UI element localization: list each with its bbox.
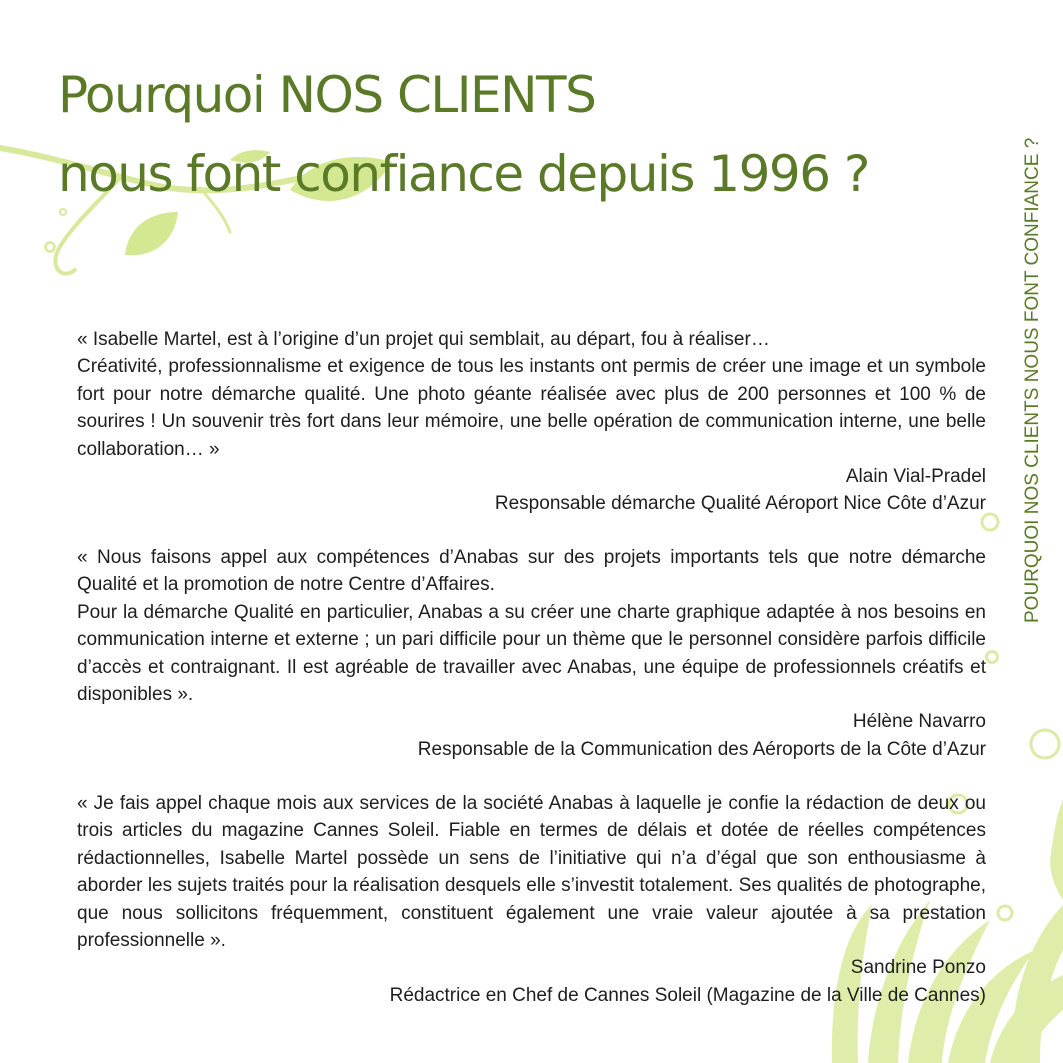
- author-role: Responsable démarche Qualité Aéroport Nice Côte d’Azur: [494, 493, 986, 515]
- quote-paragraph: « Nous faisons appel aux compétences d’Anabas sur des projets importants tels que notre démarche Qualité et la promotion de notre Centre d’Affaires.: [77, 547, 986, 596]
- author-role: Responsable de la Communication des Aéroports de la Côte d’Azur: [417, 738, 986, 760]
- title-line-1: Pourquoi NOS CLIENTS: [58, 66, 596, 124]
- quote-paragraph: « Isabelle Martel, est à l’origine d’un projet qui semblait, au départ, fou à réaliser…: [77, 329, 770, 350]
- testimonial-1: [77, 326, 986, 518]
- quote-paragraph: Créativité, professionnalisme et exigence de tous les instants ont permis de créer une image et un symbole fort pour notre démarche qualité. Une photo géante réalisée avec plus de 200 personnes et 100 % de sourires ! Un souvenir très fort dans leur mémoire, une belle opération de communication interne, une belle collaboration… »: [77, 356, 986, 460]
- quote-paragraph: Pour la démarche Qualité en particulier, Anabas a su créer une charte graphique adaptée à nos besoins en communication interne et externe ; un pari difficile pour un thème que le personnel considère parfois difficile d’accès et contraignant. Il est agréable de travailler avec Anabas, une équipe de professionnels créatifs et disponibles ».: [77, 601, 986, 706]
- author-role: Rédactrice en Chef de Cannes Soleil (Magazine de la Ville de Cannes): [389, 984, 986, 1006]
- quote-paragraph: « Je fais appel chaque mois aux services de la société Anabas à laquelle je confie la rédaction de deux ou trois articles du magazine Cannes Soleil. Fiable en termes de délais et dotée de réelles compétences rédactionnelles, Isabelle Martel possède un sens de l’initiative qui n’a d’égal que son enthousiasme à aborder les sujets traités pour la réalisation desquels elle s’investit totalement. Ses qualités de photographe, que nous sollicitons fréquemment, constituent également une vraie valeur ajoutée à sa prestation professionnelle ».: [77, 793, 986, 952]
- author-name: Alain Vial-Pradel: [845, 466, 986, 488]
- author-name: Hélène Navarro: [852, 711, 986, 733]
- testimonial-2: [77, 544, 986, 763]
- vertical-side-title: POURQUOI NOS CLIENTS NOUS FONT CONFIANCE ?: [1022, 137, 1043, 623]
- title-line-2: nous font confiance depuis 1996 ?: [58, 145, 869, 203]
- page-title: [58, 56, 869, 214]
- author-name: Sandrine Ponzo: [850, 957, 986, 979]
- testimonial-3: [77, 790, 986, 1009]
